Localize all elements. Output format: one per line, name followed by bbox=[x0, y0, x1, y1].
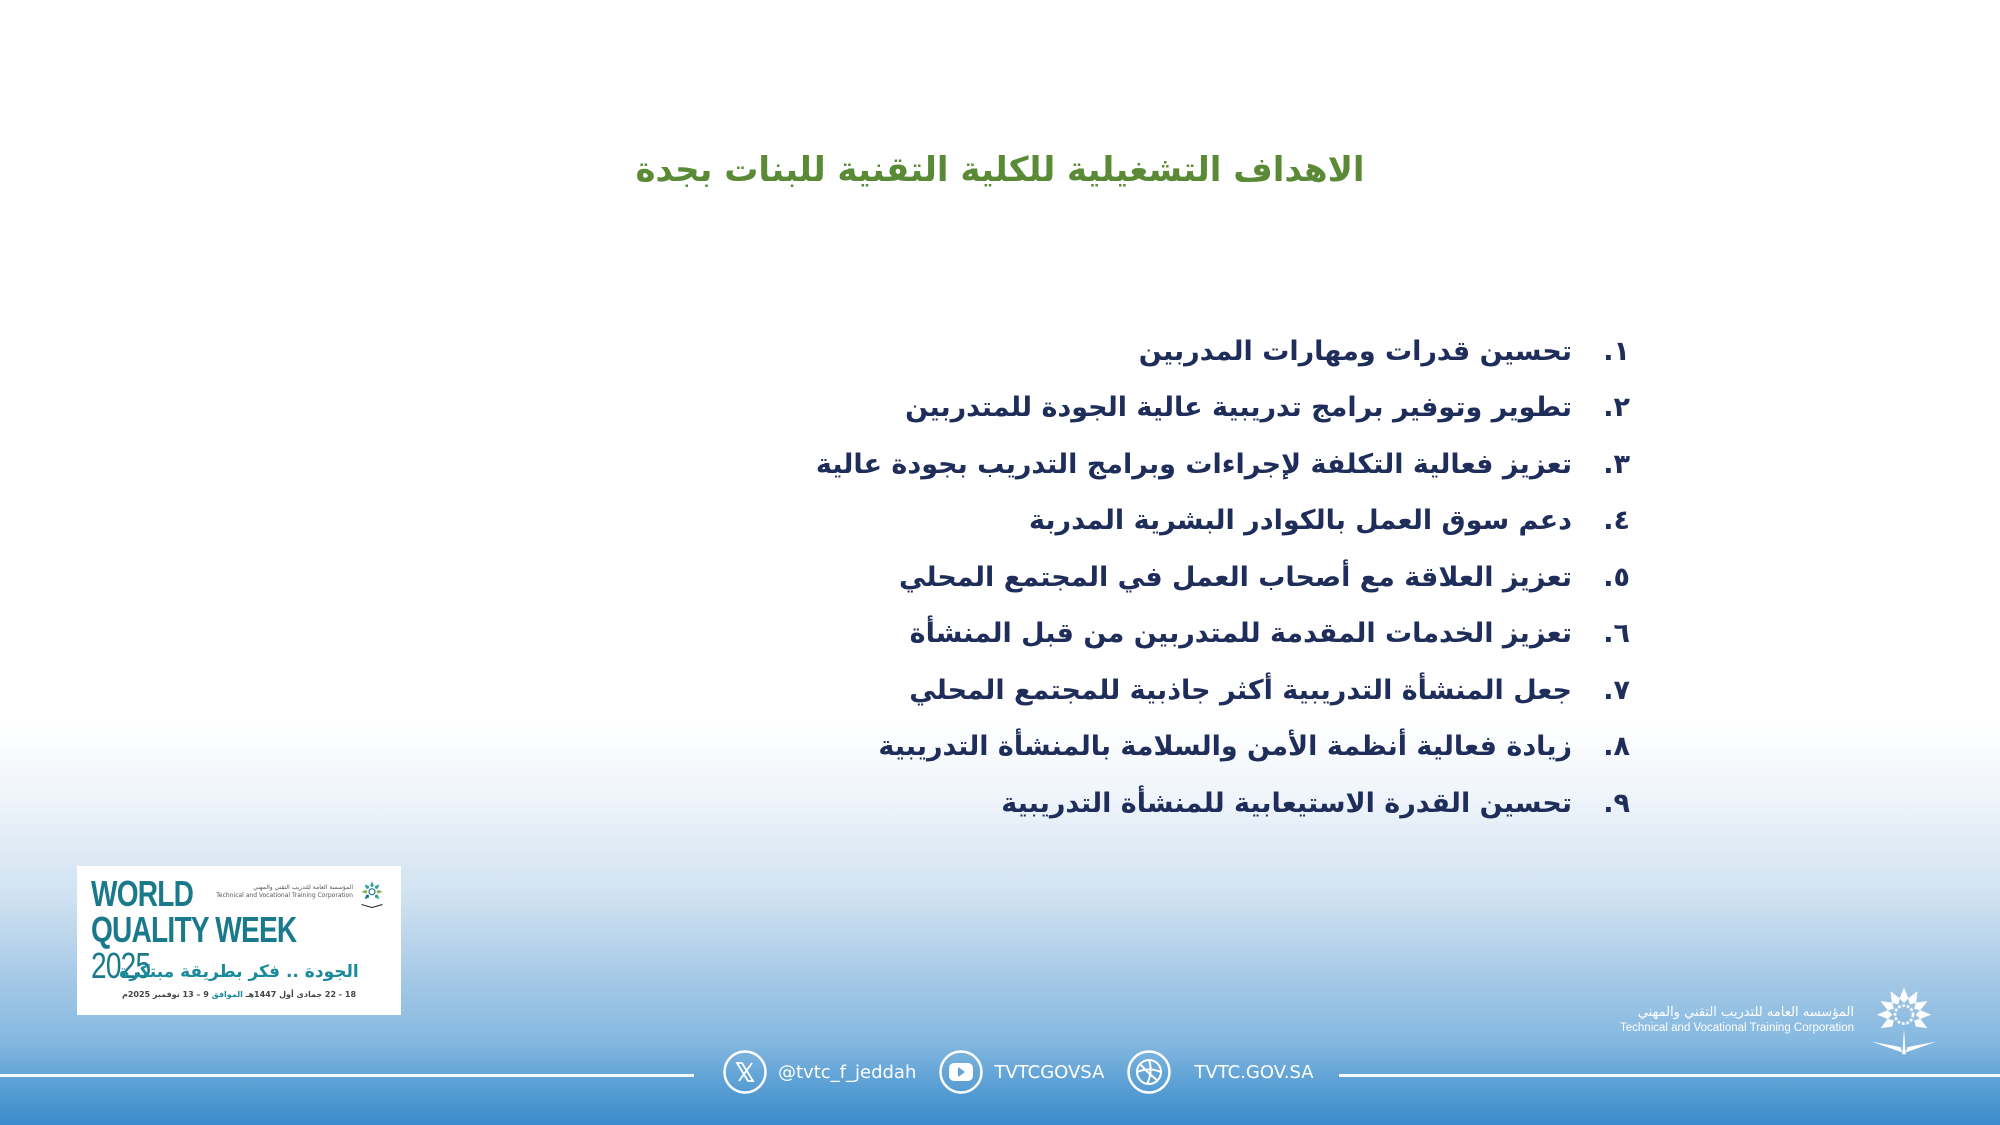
twitter-link[interactable] bbox=[722, 1049, 916, 1095]
tvtc-logo-icon bbox=[357, 878, 387, 910]
x-twitter-icon bbox=[722, 1049, 768, 1095]
goal-number: ٣. bbox=[1603, 448, 1630, 480]
goal-item bbox=[816, 493, 1630, 550]
world-quality-week-badge bbox=[77, 866, 401, 1015]
goal-item bbox=[816, 436, 1630, 493]
goal-number: ٧. bbox=[1603, 674, 1630, 706]
badge-slogan: الجودة .. فكر بطريقة مبتكرة bbox=[119, 962, 359, 982]
goal-text: جعل المنشأة التدريبية أكثر جاذبية للمجتمع المحلي bbox=[909, 674, 1572, 706]
twitter-handle: @tvtc_f_jeddah bbox=[778, 1061, 917, 1083]
goal-item bbox=[816, 549, 1630, 606]
goal-number: ١. bbox=[1603, 335, 1630, 367]
goal-item bbox=[816, 606, 1630, 663]
goal-item bbox=[816, 775, 1630, 832]
youtube-channel: TVTCGOVSA bbox=[994, 1061, 1105, 1083]
goal-item bbox=[816, 662, 1630, 719]
tvtc-corporation-logo bbox=[1620, 984, 1940, 1056]
goal-number: ٩. bbox=[1603, 787, 1630, 819]
footer-social-links bbox=[722, 1049, 1314, 1095]
youtube-icon bbox=[938, 1049, 984, 1095]
youtube-link[interactable] bbox=[938, 1049, 1104, 1095]
footer-divider-right bbox=[1339, 1074, 2000, 1077]
globe-icon bbox=[1126, 1049, 1172, 1095]
footer-divider-left bbox=[0, 1074, 694, 1077]
corp-name-arabic: المؤسسه العامه للتدريب التقني والمهني bbox=[1637, 1005, 1854, 1020]
goal-item bbox=[816, 323, 1630, 380]
goal-item bbox=[816, 719, 1630, 776]
goal-text: تعزيز فعالية التكلفة لإجراءات وبرامج التدريب بجودة عالية bbox=[815, 448, 1572, 480]
goal-number: ٢. bbox=[1603, 392, 1630, 424]
goal-number: ٨. bbox=[1603, 731, 1630, 763]
goal-number: ٦. bbox=[1603, 618, 1630, 650]
corp-name-english: Technical and Vocational Training Corporation bbox=[1620, 1022, 1854, 1034]
goal-item bbox=[816, 380, 1630, 437]
badge-dates: 18 - 22 جمادى أول 1447هـ الموافق 9 – 13 نوفمبر 2025م bbox=[121, 990, 357, 999]
goal-number: ٥. bbox=[1603, 561, 1630, 593]
website-link[interactable] bbox=[1126, 1049, 1313, 1095]
badge-corp-name: المؤسسة العامة للتدريب التقني والمهني Technical and Vocational Training Corporation bbox=[216, 884, 353, 899]
slide-title: الاهداف التشغيلية للكلية التقنية للبنات بجدة bbox=[635, 150, 1365, 190]
goal-text: دعم سوق العمل بالكوادر البشرية المدربة bbox=[1029, 505, 1572, 537]
goal-text: تحسين القدرة الاستيعابية للمنشأة التدريبية bbox=[1001, 787, 1572, 819]
goal-number: ٤. bbox=[1603, 505, 1630, 537]
goals-list bbox=[816, 323, 1630, 832]
goal-text: تحسين قدرات ومهارات المدربين bbox=[1138, 335, 1572, 367]
goal-text: تطوير وتوفير برامج تدريبية عالية الجودة للمتدربين bbox=[905, 392, 1572, 424]
goal-text: زيادة فعالية أنظمة الأمن والسلامة بالمنشأة التدريبية bbox=[878, 731, 1572, 763]
goal-text: تعزيز العلاقة مع أصحاب العمل في المجتمع المحلي bbox=[899, 561, 1572, 593]
website-url: TVTC.GOV.SA bbox=[1194, 1061, 1314, 1083]
badge-title-line1: WORLD bbox=[91, 873, 194, 914]
tvtc-emblem-icon bbox=[1868, 984, 1940, 1056]
goal-text: تعزيز الخدمات المقدمة للمتدربين من قبل المنشأة bbox=[909, 618, 1572, 650]
badge-title-line2: QUALITY WEEK bbox=[91, 909, 297, 950]
badge-year: 2025 bbox=[91, 945, 151, 986]
